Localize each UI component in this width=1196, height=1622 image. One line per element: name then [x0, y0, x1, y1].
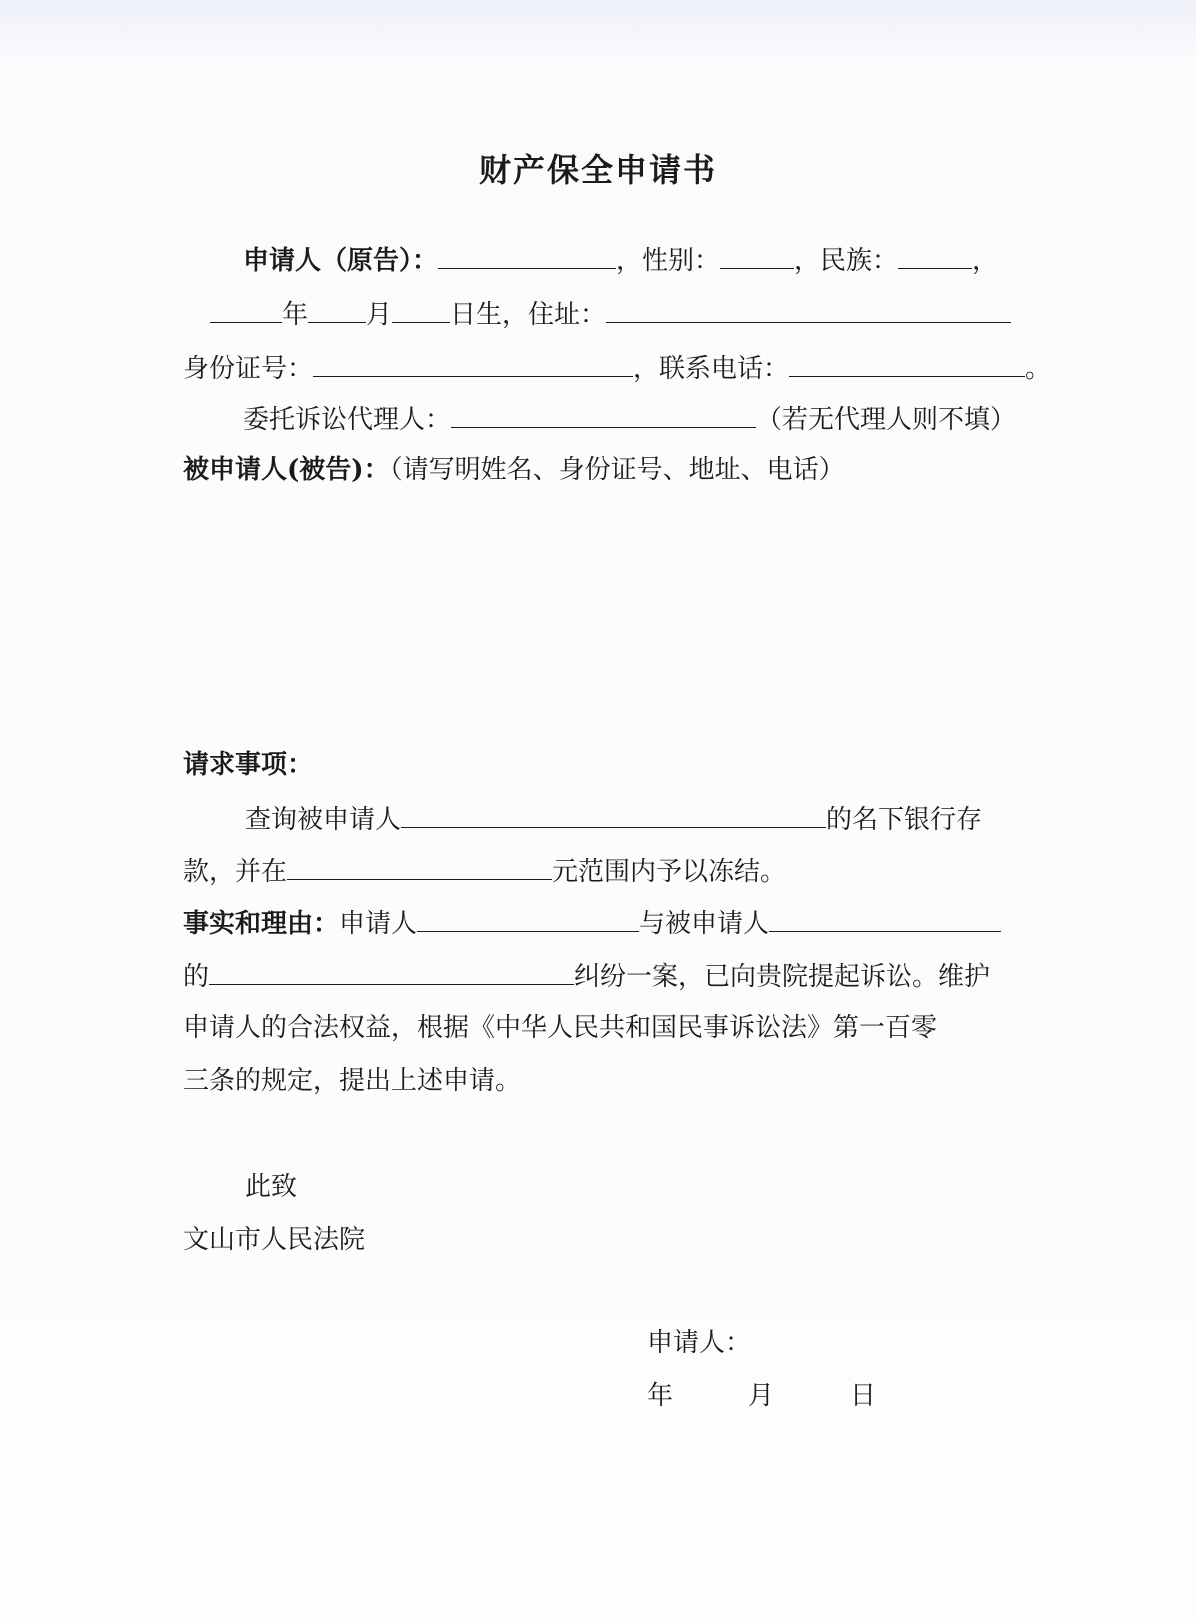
facts-line-2-suffix: 纠纷一案，已向贵院提起诉讼。维护: [574, 962, 991, 992]
id-number-blank[interactable]: [313, 350, 633, 377]
facts-applicant-blank[interactable]: [417, 905, 639, 932]
agent-label: 委托诉讼代理人：: [243, 405, 452, 435]
respondent-name-blank[interactable]: [401, 801, 826, 828]
facts-heading: 事实和理由：: [183, 909, 340, 939]
month-label: 月: [366, 300, 393, 330]
birth-year-blank[interactable]: [210, 296, 282, 323]
request-line-1-prefix: 查询被申请人: [245, 805, 402, 835]
phone-label: ，联系电话：: [633, 354, 790, 384]
gender-blank[interactable]: [720, 242, 794, 269]
ethnicity-label: ，民族：: [794, 246, 899, 276]
applicant-line-1: [243, 242, 998, 278]
facts-line-2: [183, 958, 990, 994]
agent-line: [243, 401, 1016, 437]
request-line-1: [245, 801, 982, 837]
agent-note: （若无代理人则不填）: [756, 405, 1017, 435]
facts-line-3: 申请人的合法权益，根据《中华人民共和国民事诉讼法》第一百零: [183, 1013, 938, 1043]
respondent-note: （请写明姓名、身份证号、地址、电话）: [389, 455, 845, 485]
period: 。: [1025, 354, 1052, 384]
facts-line-4: 三条的规定，提出上述申请。: [183, 1066, 522, 1096]
document-title: 财产保全申请书: [478, 151, 717, 189]
applicant-label: 申请人（原告）：: [243, 246, 439, 276]
facts-with-respondent: 与被申请人: [639, 909, 770, 939]
agent-blank[interactable]: [451, 401, 756, 428]
address-blank[interactable]: [606, 296, 1011, 323]
salutation: 此致: [245, 1172, 298, 1202]
facts-respondent-blank[interactable]: [769, 905, 1001, 932]
date-day: 日: [850, 1381, 877, 1411]
facts-line-1: [183, 905, 1001, 941]
request-heading: 请求事项：: [183, 750, 314, 780]
date-year: 年: [647, 1381, 674, 1411]
applicant-line-3: [183, 350, 1051, 386]
signature-label: 申请人：: [647, 1328, 752, 1358]
request-line-2-prefix: 款，并在: [183, 857, 288, 887]
respondent-label: 被申请人(被告)：: [183, 455, 390, 485]
request-line-2: [183, 853, 786, 889]
court-name: 文山市人民法院: [183, 1225, 366, 1255]
amount-blank[interactable]: [287, 853, 552, 880]
born-address-label: 日生，住址：: [450, 300, 607, 330]
applicant-line-2: [210, 296, 1011, 332]
dispute-type-blank[interactable]: [209, 958, 574, 985]
phone-blank[interactable]: [789, 350, 1025, 377]
comma: ，: [972, 246, 999, 276]
ethnicity-blank[interactable]: [898, 242, 972, 269]
gender-label: ，性别：: [616, 246, 721, 276]
birth-month-blank[interactable]: [308, 296, 366, 323]
birth-day-blank[interactable]: [392, 296, 450, 323]
applicant-name-blank[interactable]: [438, 242, 616, 269]
id-label: 身份证号：: [183, 354, 314, 384]
request-line-1-suffix: 的名下银行存: [826, 805, 983, 835]
request-line-2-suffix: 元范围内予以冻结。: [552, 857, 787, 887]
date-month: 月: [748, 1381, 775, 1411]
facts-applicant-word: 申请人: [339, 909, 418, 939]
year-label: 年: [282, 300, 309, 330]
facts-of: 的: [183, 962, 210, 992]
respondent-line: [183, 453, 845, 487]
